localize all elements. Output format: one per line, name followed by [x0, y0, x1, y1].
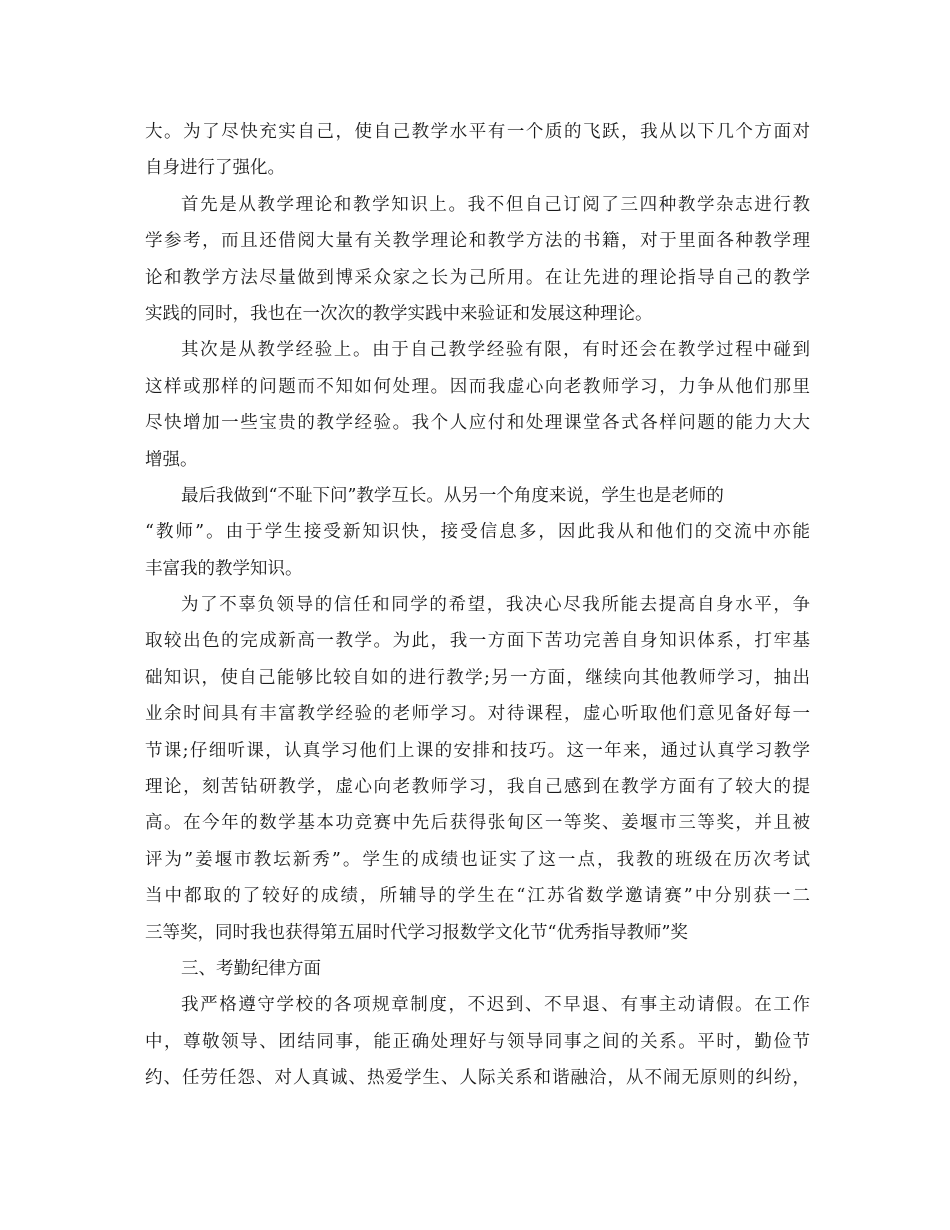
text-line: 业余时间具有丰富教学经验的老师学习。对待课程，虚心听取他们意见备好每一 — [145, 704, 810, 725]
text-line: 高。在今年的数学基本功竞赛中先后获得张甸区一等奖、姜堰市三等奖，并且被 — [145, 813, 810, 834]
text-line: 学参考，而且还借阅大量有关教学理论和教学方法的书籍，对于里面各种教学理 — [145, 231, 810, 252]
text-line: 评为”姜堰市教坛新秀”。学生的成绩也证实了这一点，我教的班级在历次考试 — [145, 849, 810, 870]
text-line: 这样或那样的问题而不知如何处理。因而我虚心向老教师学习，力争从他们那里 — [145, 376, 810, 397]
paragraph-first-line: 最后我做到“不耻下问”教学互长。从另一个角度来说，学生也是老师的 — [181, 485, 724, 506]
text-line: 节课;仔细听课，认真学习他们上课的安排和技巧。这一年来，通过认真学习教学 — [145, 740, 810, 761]
paragraph-first-line: 为了不辜负领导的信任和同学的希望，我决心尽我所能去提高自身水平，争 — [181, 595, 810, 616]
text-line: 论和教学方法尽量做到博采众家之长为己所用。在让先进的理论指导自己的教学 — [145, 267, 810, 288]
text-line: 约、任劳任怨、对人真诚、热爱学生、人际关系和谐融洽，从不闹无原则的纠纷， — [145, 1068, 810, 1089]
text-line: 理论，刻苦钻研教学，虚心向老教师学习，我自己感到在教学方面有了较大的提 — [145, 777, 810, 798]
text-line: 大。为了尽快充实自己，使自己教学水平有一个质的飞跃，我从以下几个方面对 — [145, 122, 810, 142]
paragraph-first-line: 其次是从教学经验上。由于自己教学经验有限，有时还会在教学过程中碰到 — [181, 340, 810, 361]
text-line: 取较出色的完成新高一教学。为此，我一方面下苦功完善自身知识体系，打牢基 — [145, 631, 810, 652]
text-line: 实践的同时，我也在一次次的教学实践中来验证和发展这种理论。 — [145, 303, 653, 324]
text-line: 中，尊敬领导、团结同事，能正确处理好与领导同事之间的关系。平时，勤俭节 — [145, 1031, 810, 1052]
document-body — [145, 114, 810, 1097]
text-line: “教师”。由于学生接受新知识快，接受信息多，因此我从和他们的交流中亦能 — [145, 522, 810, 543]
text-line: 尽快增加一些宝贵的教学经验。我个人应付和处理课堂各式各样问题的能力大大 — [145, 413, 810, 434]
text-line: 础知识，使自己能够比较自如的进行教学;另一方面，继续向其他教师学习，抽出 — [145, 667, 810, 688]
paragraph-first-line: 首先是从教学理论和教学知识上。我不但自己订阅了三四种教学杂志进行教 — [181, 194, 810, 215]
text-line: 三等奖，同时我也获得第五届时代学习报数学文化节“优秀指导教师”奖 — [145, 922, 688, 943]
text-line: 当中都取的了较好的成绩，所辅导的学生在“江苏省数学邀请赛”中分别获一二 — [145, 886, 810, 907]
text-line: 增强。 — [145, 449, 198, 470]
section-heading: 三、考勤纪律方面 — [181, 958, 321, 979]
paragraph-first-line: 我严格遵守学校的各项规章制度，不迟到、不早退、有事主动请假。在工作 — [181, 995, 810, 1016]
text-line: 丰富我的教学知识。 — [145, 558, 303, 579]
text-line: 自身进行了强化。 — [145, 158, 285, 179]
